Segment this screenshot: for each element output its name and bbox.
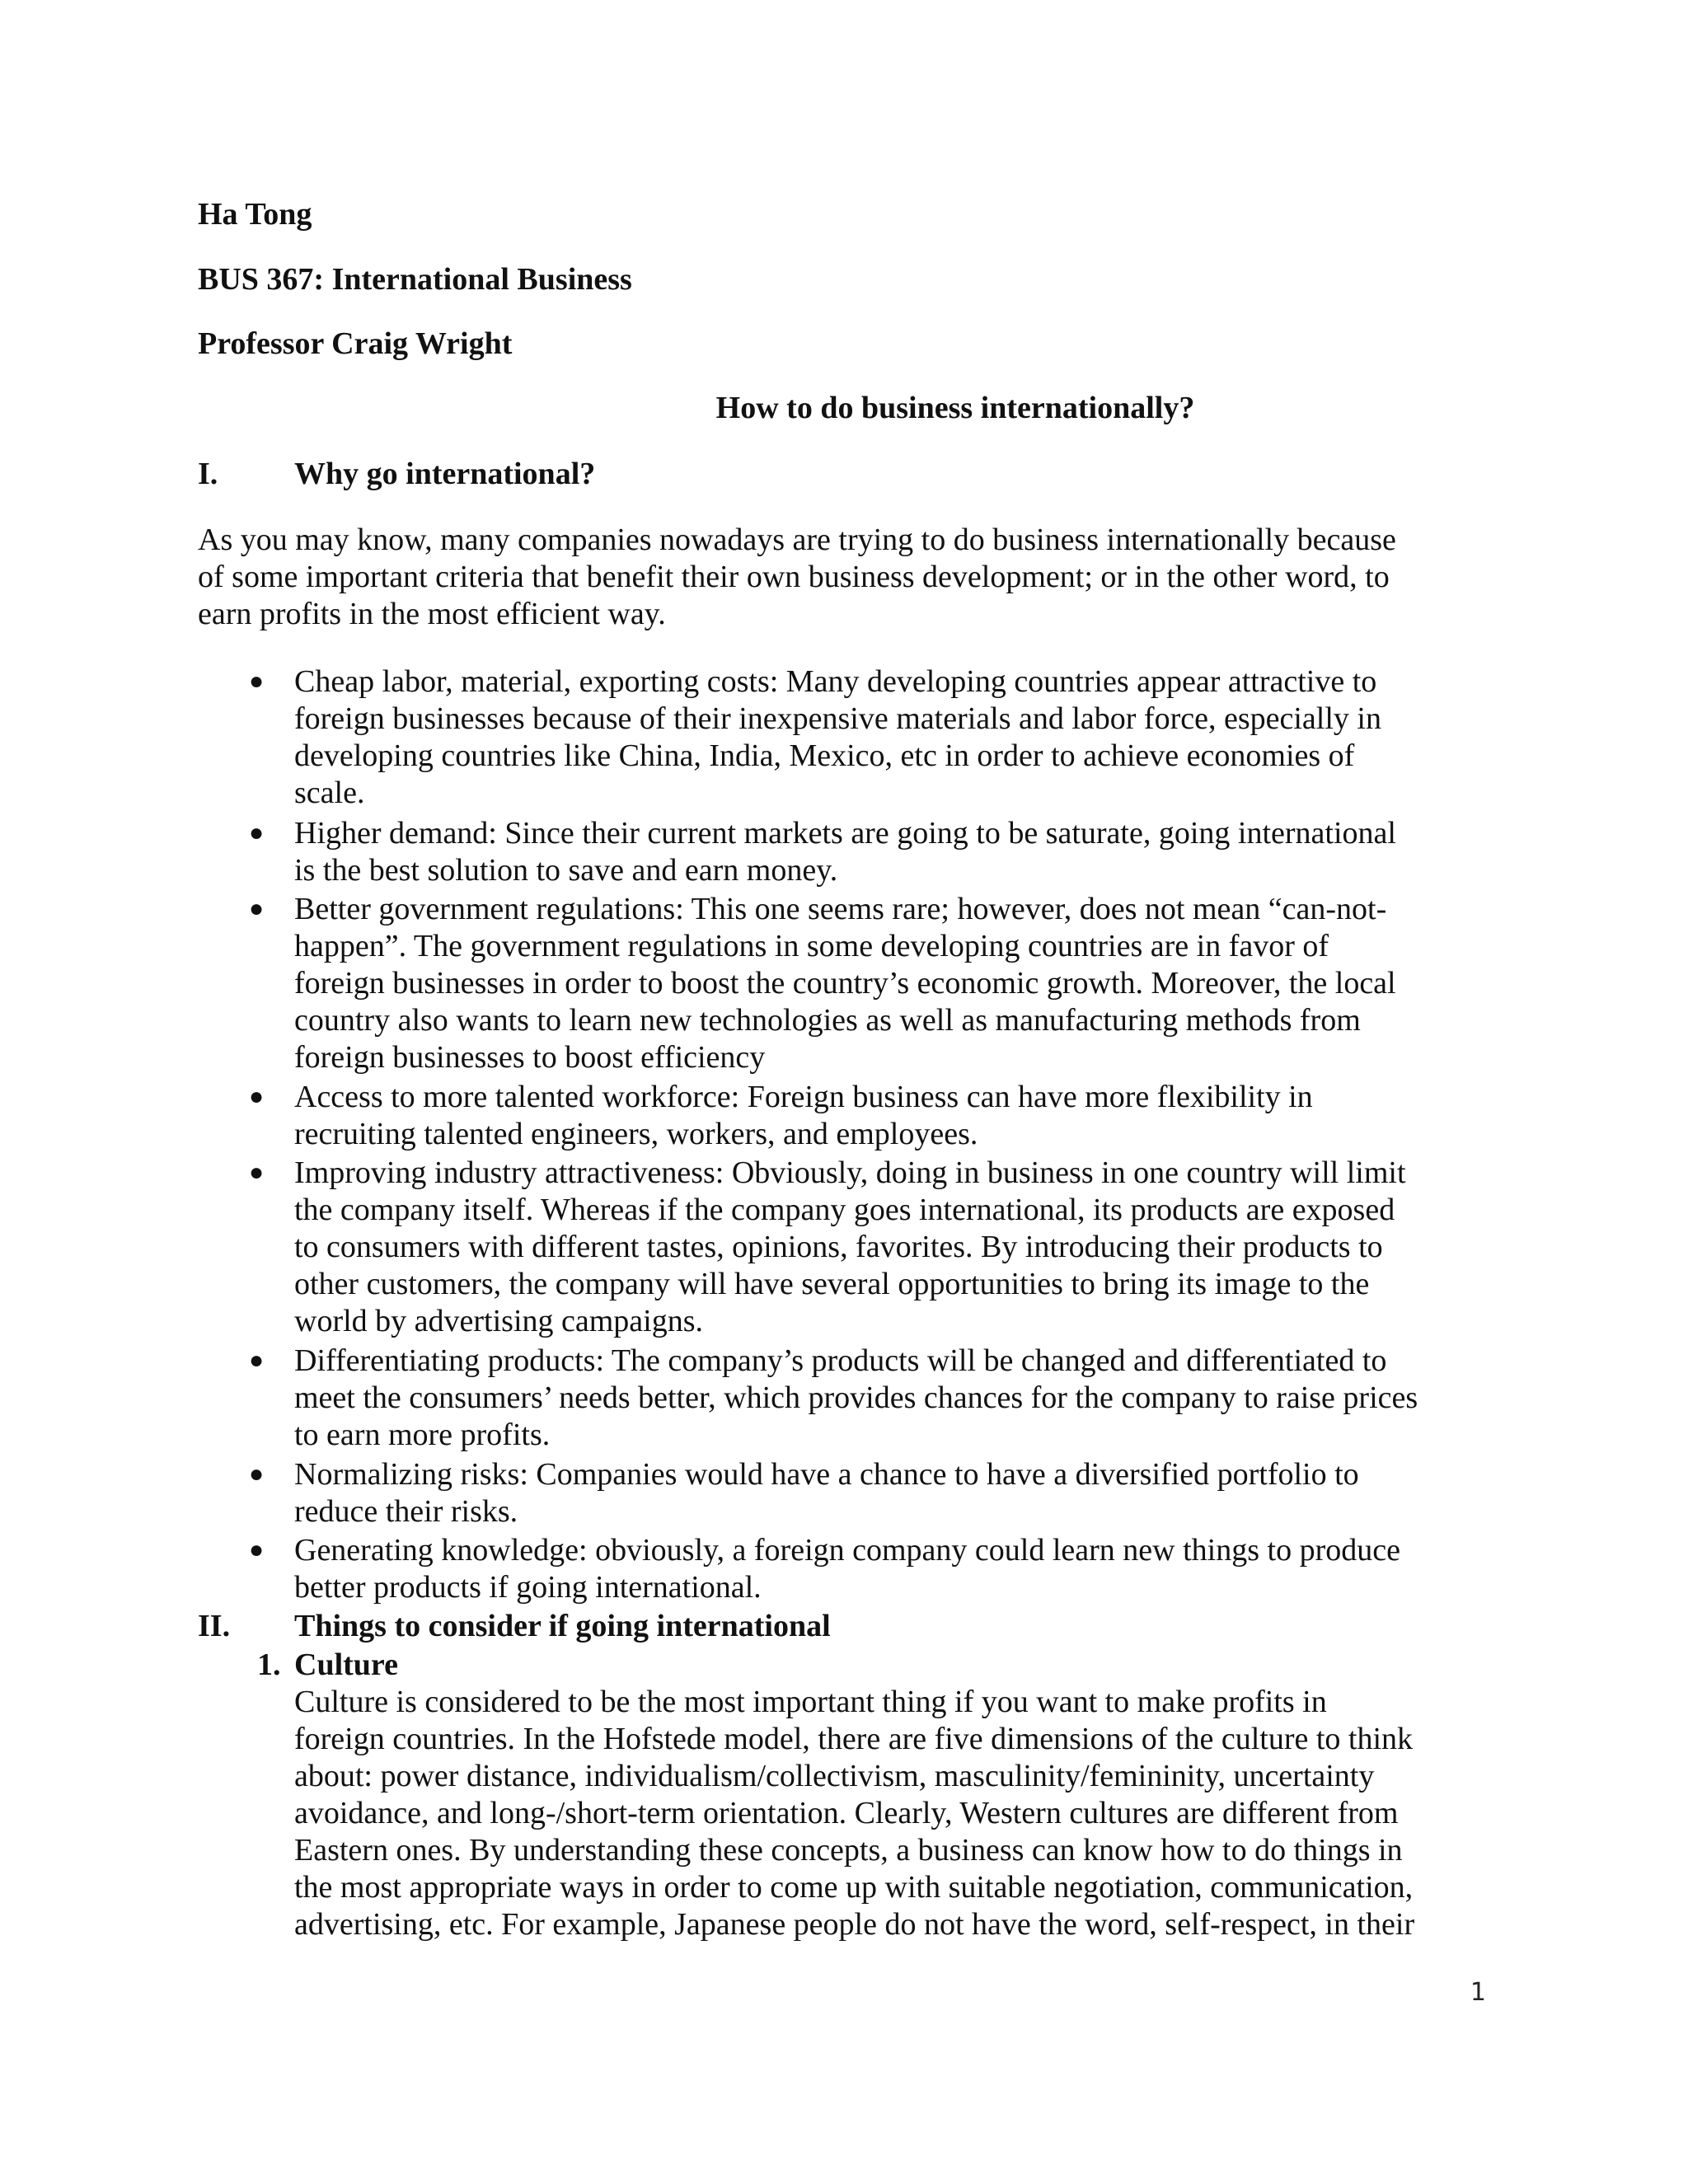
bullet-line: world by advertising campaigns. [294, 1304, 704, 1338]
culture-line: advertising, etc. For example, Japanese people do not have the word, self-respect, in their [294, 1907, 1415, 1942]
bullet-icon: ● [249, 1536, 265, 1563]
culture-line: Culture is considered to be the most important thing if you want to make profits in [294, 1685, 1327, 1719]
bullet-line: to earn more profits. [294, 1418, 551, 1452]
subsection-number: 1. [257, 1647, 281, 1682]
intro-line: earn profits in the most efficient way. [198, 597, 666, 631]
bullet-icon: ● [249, 1347, 265, 1374]
bullet-line: is the best solution to save and earn money. [294, 853, 838, 888]
bullet-line: recruiting talented engineers, workers, and employees. [294, 1117, 978, 1151]
bullet-line: to consumers with different tastes, opinions, favorites. By introducing their products to [294, 1230, 1383, 1264]
bullet-line: foreign businesses in order to boost the country’s economic growth. Moreover, the local [294, 966, 1396, 1001]
bullet-line: foreign businesses to boost efficiency [294, 1040, 766, 1075]
author-name: Ha Tong [198, 197, 312, 232]
bullet-line: other customers, the company will have several opportunities to bring its image to the [294, 1267, 1370, 1301]
bullet-icon: ● [249, 1460, 265, 1488]
section-1-heading: Why go international? [294, 457, 596, 491]
bullet-line: Cheap labor, material, exporting costs: Many developing countries appear attractive to [294, 664, 1377, 699]
culture-line: the most appropriate ways in order to come up with suitable negotiation, communication, [294, 1870, 1414, 1905]
bullet-icon: ● [249, 1083, 265, 1110]
intro-line: As you may know, many companies nowadays are trying to do business internationally because [198, 523, 1396, 557]
subsection-heading: Culture [294, 1647, 398, 1682]
course-name: BUS 367: International Business [198, 262, 632, 297]
page-number: 1 [1470, 1978, 1486, 2007]
bullet-line: Generating knowledge: obviously, a foreign company could learn new things to produce [294, 1533, 1400, 1568]
culture-line: foreign countries. In the Hofstede model, there are five dimensions of the culture to think [294, 1722, 1414, 1756]
bullet-line: foreign businesses because of their inexpensive materials and labor force, especially in [294, 701, 1381, 736]
bullet-line: Better government regulations: This one seems rare; however, does not mean “can-not- [294, 892, 1387, 926]
bullet-line: the company itself. Whereas if the company goes international, its products are exposed [294, 1193, 1395, 1227]
bullet-line: meet the consumers’ needs better, which provides chances for the company to raise prices [294, 1380, 1418, 1415]
bullet-line: Access to more talented workforce: Foreign business can have more flexibility in [294, 1080, 1313, 1114]
bullet-line: happen”. The government regulations in some developing countries are in favor of [294, 929, 1329, 963]
culture-line: avoidance, and long-/short-term orientation. Clearly, Western cultures are different from [294, 1796, 1399, 1830]
bullet-icon: ● [249, 668, 265, 695]
bullet-line: Higher demand: Since their current markets are going to be saturate, going international [294, 816, 1396, 851]
bullet-icon: ● [249, 819, 265, 846]
bullet-icon: ● [249, 1159, 265, 1186]
bullet-line: developing countries like China, India, Mexico, etc in order to achieve economies of [294, 738, 1355, 773]
intro-line: of some important criteria that benefit their own business development; or in the other word, to [198, 560, 1390, 594]
professor-name: Professor Craig Wright [198, 326, 513, 361]
bullet-line: scale. [294, 776, 365, 810]
document-title: How to do business internationally? [715, 391, 1195, 425]
bullet-icon: ● [249, 895, 265, 922]
bullet-line: Improving industry attractiveness: Obviously, doing in business in one country will limit [294, 1155, 1406, 1190]
bullet-line: country also wants to learn new technologies as well as manufacturing methods from [294, 1003, 1361, 1038]
bullet-line: Differentiating products: The company’s products will be changed and differentiated to [294, 1343, 1387, 1378]
section-1-numeral: I. [198, 457, 218, 491]
bullet-line: better products if going international. [294, 1570, 762, 1605]
bullet-line: Normalizing risks: Companies would have a chance to have a diversified portfolio to [294, 1457, 1359, 1492]
section-2-heading: Things to consider if going international [294, 1609, 831, 1643]
section-2-numeral: II. [198, 1609, 231, 1643]
bullet-line: reduce their risks. [294, 1494, 518, 1529]
culture-line: Eastern ones. By understanding these concepts, a business can know how to do things in [294, 1833, 1403, 1868]
culture-line: about: power distance, individualism/collectivism, masculinity/femininity, uncertainty [294, 1759, 1375, 1793]
